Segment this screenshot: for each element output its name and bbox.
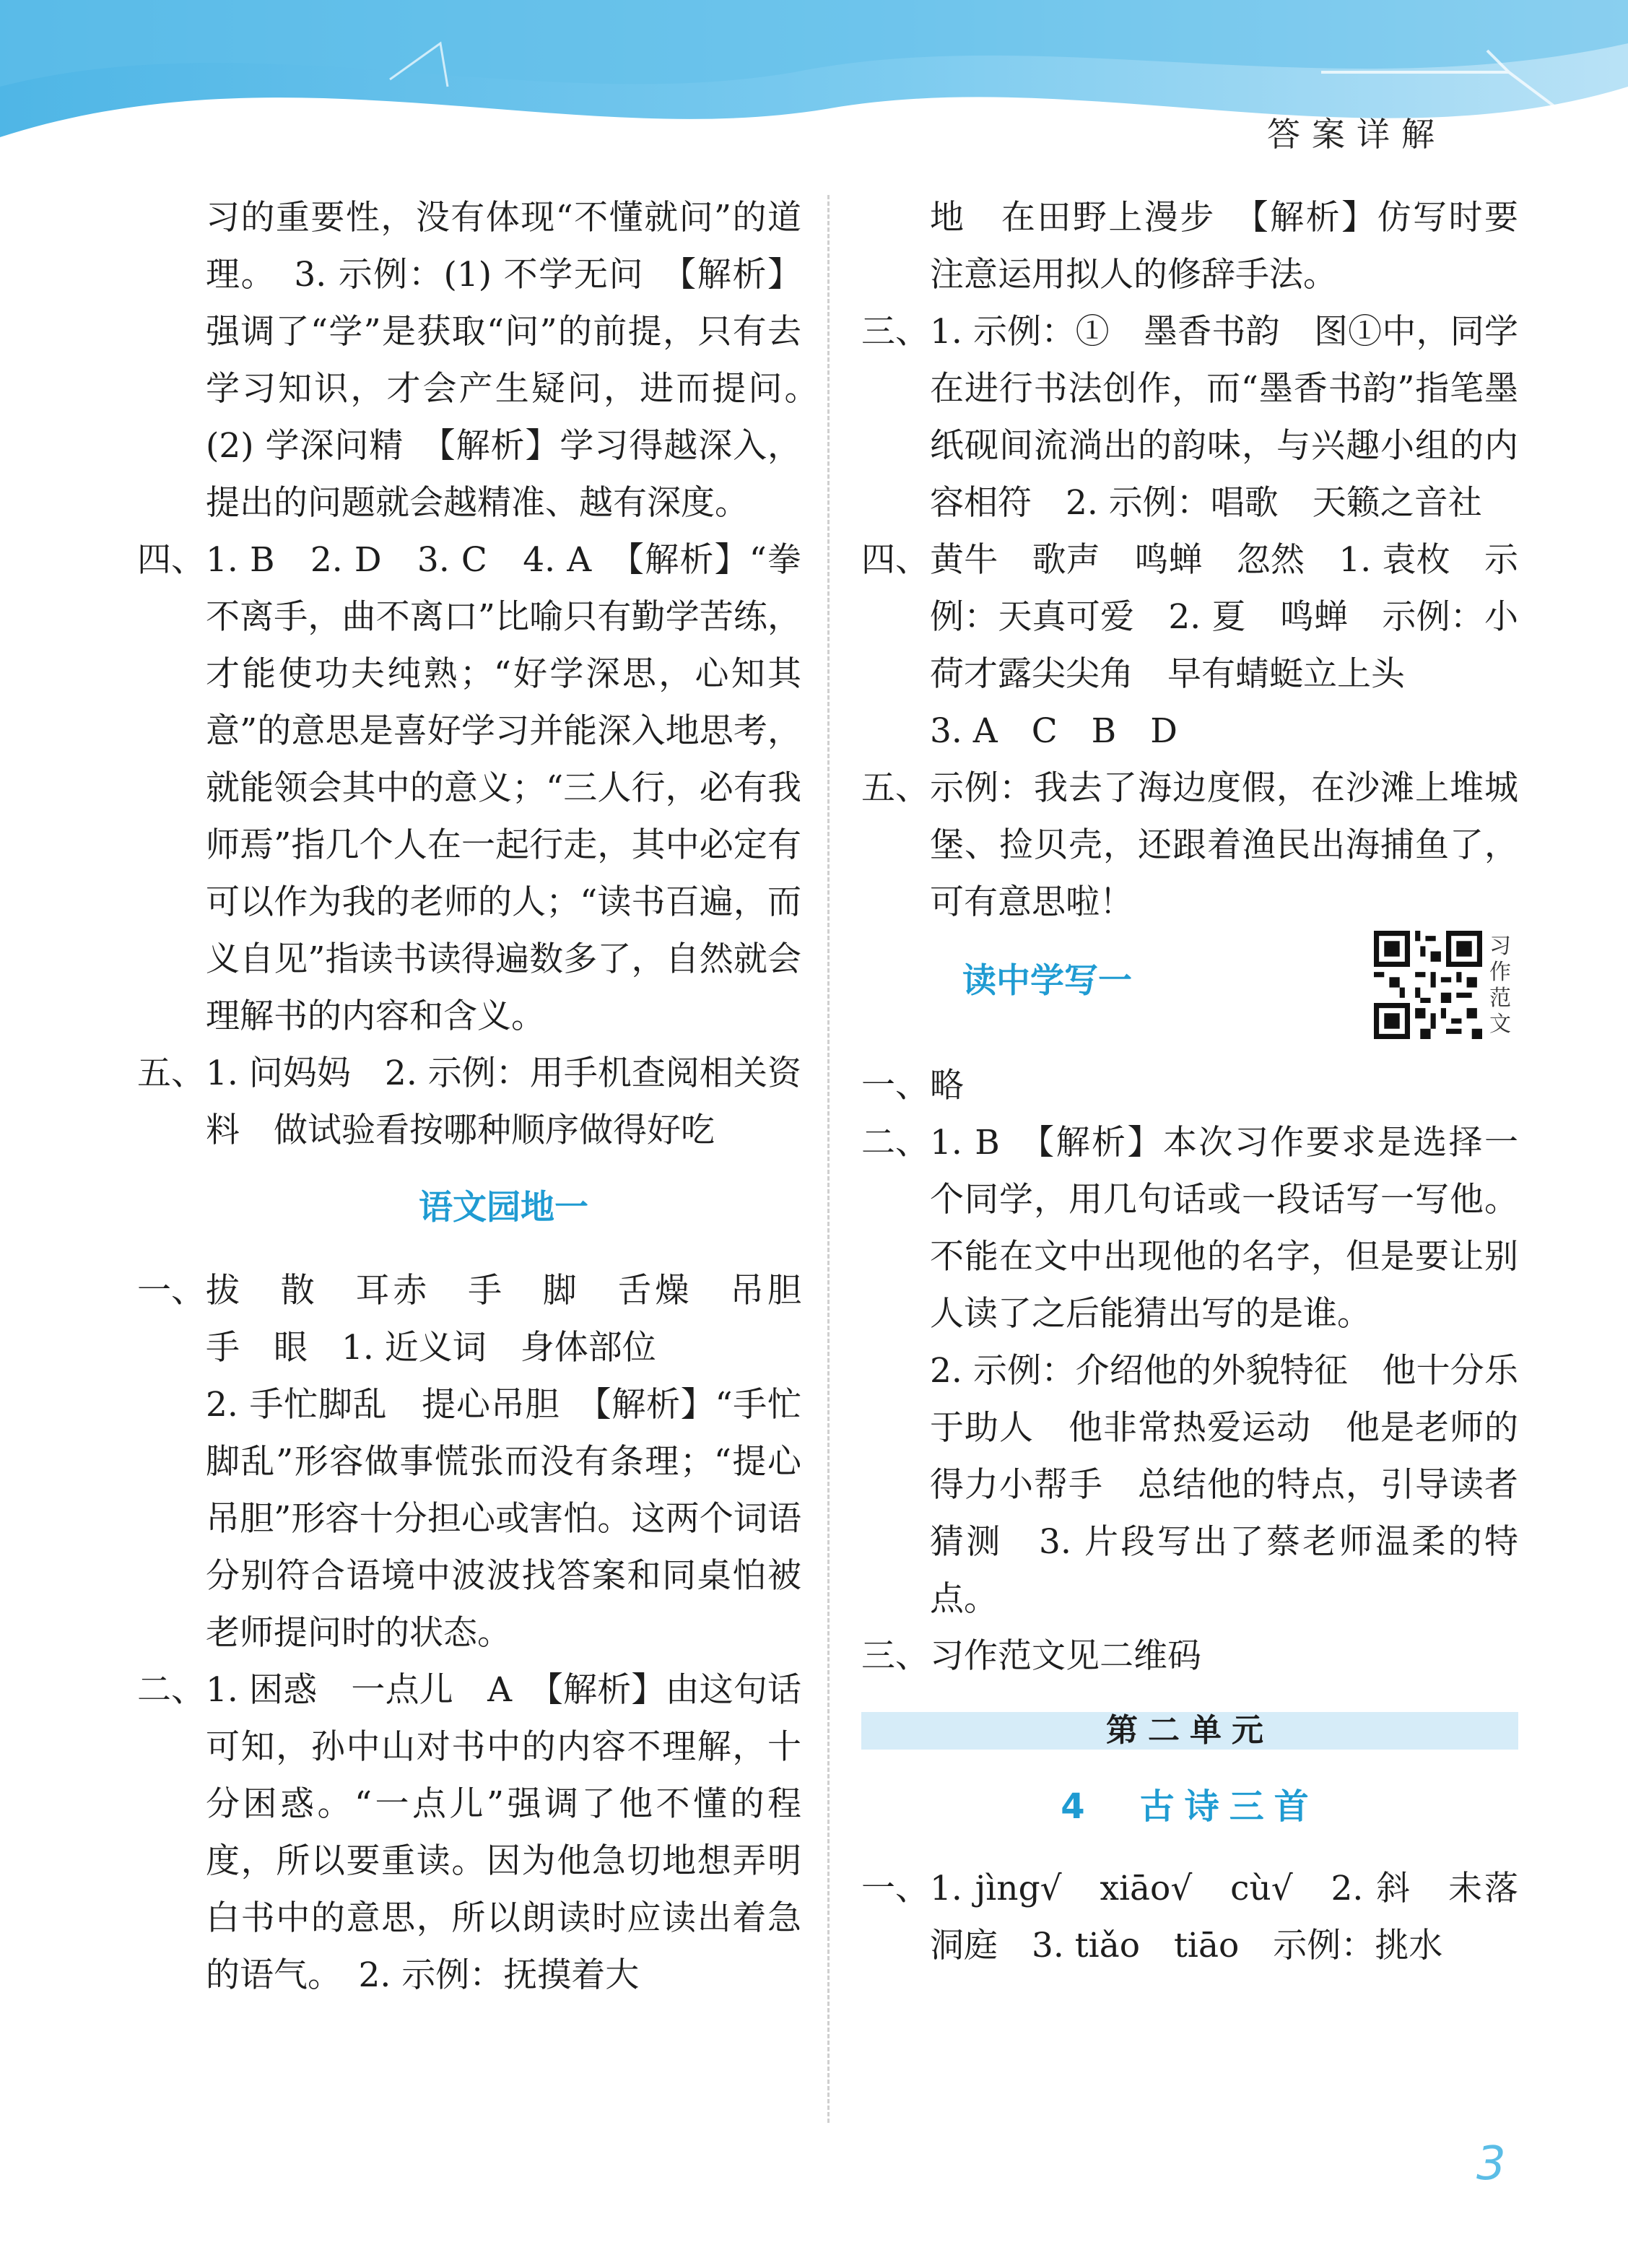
qr-label: 习作范文 [1489,934,1511,1037]
section-text: 1. B 2. D 3. C 4. A 【解析】“拳不离手，曲不离口”比喻只有勤学苦练，才能使功夫纯熟；“好学深思，心知其意”的意思是喜好学习并能深入地思考，就能领会其中的意义；“三人行，必有我师焉”指几个人在一起行走，其中必定有可以作为我的老师的人；“读书百遍，而义自见”指读书读得遍数多了，自然就会理解书的内容和含义。 [206,540,801,1036]
page-number: 3 [1476,2137,1506,2191]
left-column [137,189,835,2004]
section-label: 五、 [137,1053,205,1093]
answer-section-4 [137,531,801,1045]
answer-continuation: 习的重要性，没有体现“不懂就问”的道理。 3. 示例：(1) 不学无问 【解析】强调了“学”是获取“问”的前提，只有去学习知识，才会产生疑问，进而提问。 (2) 学深问精 【解析】学习得越深入，提出的问题就会越精准、越有深度。 [206,198,835,523]
section-label: 二、 [137,1670,205,1710]
section-text: 1. 示例：① 墨香书韵 图①中，同学在进行书法创作，而“墨香书韵”指笔墨纸砚间流淌出的韵味，与兴趣小组的内容相符 2. 示例：唱歌 天籁之音社 [930,312,1518,523]
header-wave-graphic [0,0,1628,188]
qr-code-icon[interactable] [1374,931,1482,1039]
reading-section-2 [861,1114,1518,1342]
answer-continuation: 地 在田野上漫步 【解析】仿写时要注意运用拟人的修辞手法。 [930,198,1518,295]
garden-section-1 [137,1262,835,1376]
section-text: 1. B 【解析】本次习作要求是选择一个同学，用几句话或一段话写一写他。不能在文中出现他的名字，但是要让别人读了之后能猜出写的是谁。 [930,1123,1518,1334]
page-header-banner [0,0,1628,188]
answer-section-5 [861,760,1518,931]
answer-section-4 [861,531,1518,703]
answer-section-5 [137,1045,801,1159]
section-title-garden: 语文园地一 [419,1188,588,1228]
section-label: 二、 [861,1123,929,1163]
section-text: 1. 问妈妈 2. 示例：用手机查阅相关资料 做试验看按哪种顺序做得好吃 [206,1053,801,1150]
lesson-section-1 [861,1860,1552,1974]
column-divider [827,195,830,2123]
section-text: 拔 散 耳赤 手 脚 舌燥 吊胆 手 眼 1. 近义词 身体部位 [206,1271,835,1368]
section-label: 五、 [861,768,929,808]
section-label: 一、 [137,1271,205,1311]
unit-title-bar: 第二单元 [861,1712,1518,1750]
section-label: 一、 [861,1066,929,1105]
reading-section-3 [861,1628,1518,1685]
reading-writing-header [861,931,1518,1057]
garden-section-1b: 2. 手忙脚乱 提心吊胆 【解析】“手忙脚乱”形容做事慌张而没有条理；“提心吊胆”形容十分担心或害怕。这两个词语分别符合语境中波波找答案和同桌怕被老师提问时的状态。 [206,1385,801,1653]
garden-section-2 [137,1661,801,2004]
reading-section-2b: 2. 示例：介绍他的外貌特征 他十分乐于助人 他非常热爱运动 他是老师的得力小帮手 总结他的特点，引导读者猜测 3. 片段写出了蔡老师温柔的特点。 [930,1351,1518,1619]
section-text: 1. jìng√ xiāo√ cù√ 2. 斜 未落 洞庭 3. tiǎo tiāo 示例：挑水 [930,1869,1552,1965]
section-text: 示例：我去了海边度假，在沙滩上堆城堡、捡贝壳，还跟着渔民出海捕鱼了，可有意思啦！ [930,768,1518,922]
reading-section-1 [861,1057,1518,1114]
section-title-reading: 读中学写一 [962,961,1132,1001]
answer-section-3 [861,303,1518,531]
section-label: 一、 [861,1869,929,1908]
answer-section-4b: 3. A C B D [930,711,1178,751]
section-text: 略 [930,1066,964,1105]
section-label: 三、 [861,312,929,352]
section-text: 黄牛 歌声 鸣蝉 忽然 1. 袁枚 示例：天真可爱 2. 夏 鸣蝉 示例：小荷才露尖尖角 早有蜻蜓立上头 [930,540,1518,694]
header-title: 答案详解 [1267,115,1446,154]
lesson-title: 4 古诗三首 [1061,1786,1319,1827]
right-column [861,189,1552,1974]
section-label: 三、 [861,1636,929,1676]
section-label: 四、 [861,540,929,580]
section-text: 习作范文见二维码 [930,1636,1201,1676]
section-label: 四、 [137,540,205,580]
section-text: 1. 困惑 一点儿 A 【解析】由这句话可知，孙中山对书中的内容不理解，十分困惑。“一点儿”强调了他不懂的程度，所以要重读。因为他急切地想弄明白书中的意思，所以朗读时应读出着急的语气。 2. 示例：抚摸着大 [206,1670,801,1995]
